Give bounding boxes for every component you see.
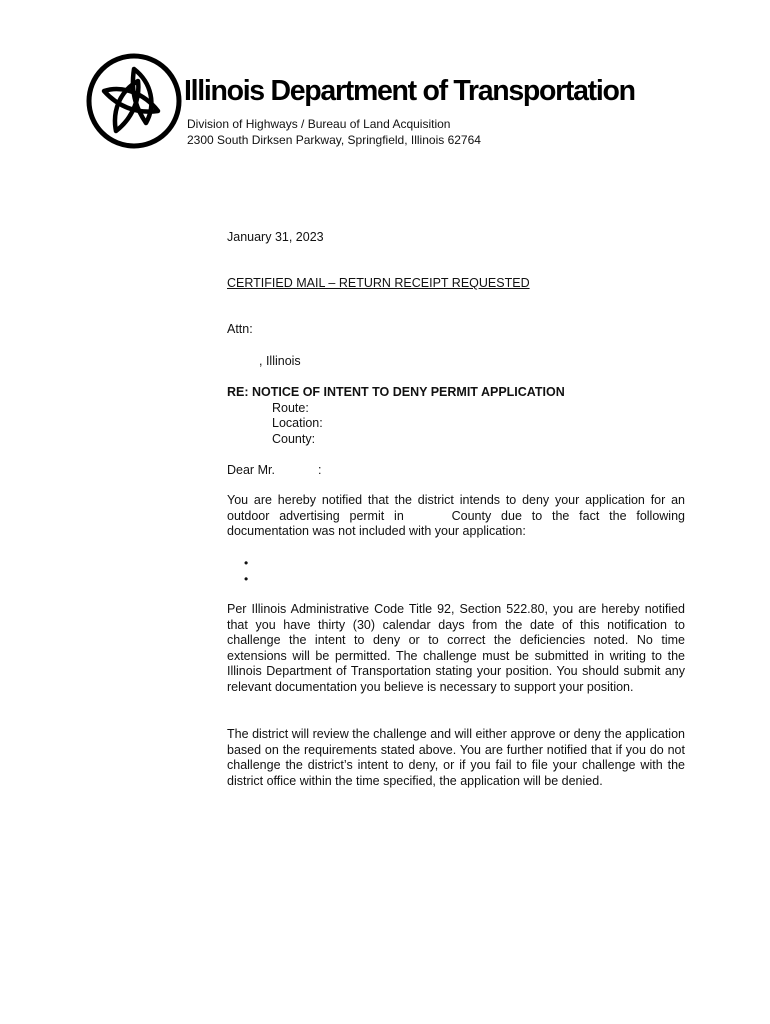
letter-date: January 31, 2023 — [227, 230, 324, 244]
attn-line: Attn: — [227, 322, 253, 336]
division-line: Division of Highways / Bureau of Land Acquisition — [187, 117, 451, 131]
county-label: County: — [272, 432, 316, 446]
re-subject: RE: NOTICE OF INTENT TO DENY PERMIT APPLICATION — [227, 385, 565, 399]
paragraph-1 — [227, 493, 685, 540]
location-label: Location: — [272, 416, 323, 430]
paragraph-2: Per Illinois Administrative Code Title 92, Section 522.80, you are hereby notified that you have thirty (30) calendar days from the date of this notification to challenge the intent to deny or to correct the deficiencies noted. No time extensions will be permitted. The challenge must be submitted in writing to the Illinois Department of Transportation stating your position. You should submit any relevant documentation you believe is necessary to support your position. — [227, 602, 685, 694]
salutation-colon: : — [318, 463, 322, 477]
list-item: • — [244, 556, 249, 570]
salutation: Dear Mr. — [227, 463, 275, 477]
missing-docs-list — [244, 555, 248, 587]
paragraph-3: The district will review the challenge and will either approve or deny the application based on the requirements stated above. You are further notified that if you do not challenge the district’s intent to deny, or if you fail to file your challenge with the district office within the time specified, the application will be denied. — [227, 727, 685, 788]
certified-mail-line: CERTIFIED MAIL – RETURN RECEIPT REQUESTED — [227, 276, 530, 290]
route-label: Route: — [272, 401, 309, 415]
city-line: , Illinois — [259, 354, 301, 368]
idot-logo-icon — [86, 53, 182, 149]
address-line: 2300 South Dirksen Parkway, Springfield, Illinois 62764 — [187, 133, 481, 147]
paragraph-1-part-2: County due to the fact the following documentation was not included with your application: — [227, 508, 685, 538]
paragraph-1-part-1: You are hereby notified that the district intends to deny your application for an outdoor advertising permit in — [227, 493, 685, 523]
org-name: Illinois Department of Transportation — [184, 75, 635, 107]
list-item: • — [244, 572, 249, 586]
